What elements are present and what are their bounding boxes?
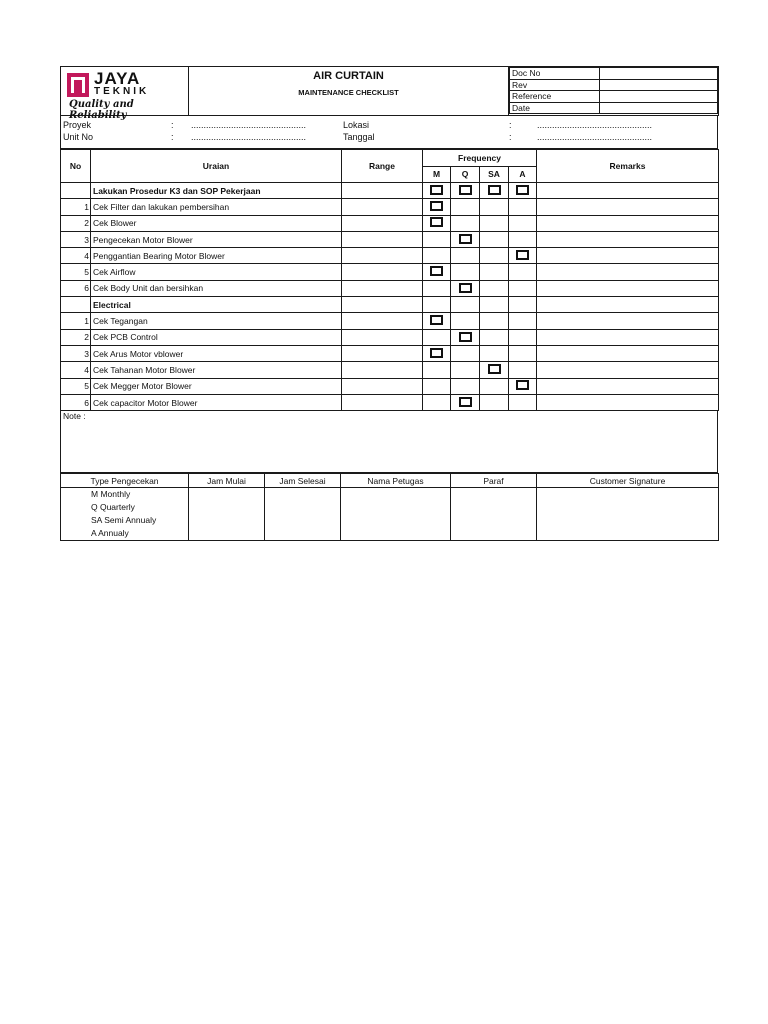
range-cell[interactable]	[342, 297, 423, 313]
meta-block	[509, 67, 719, 116]
remarks-cell[interactable]	[537, 264, 719, 280]
freq-cell-a	[509, 280, 537, 296]
logo-name-line1: JAYA	[94, 69, 141, 88]
range-cell[interactable]	[342, 231, 423, 247]
table-row	[61, 183, 719, 199]
document-title: AIR CURTAIN	[313, 70, 384, 82]
freq-cell-a	[509, 231, 537, 247]
row-number: 2	[61, 329, 91, 345]
range-cell[interactable]	[342, 215, 423, 231]
range-cell[interactable]	[342, 199, 423, 215]
remarks-cell[interactable]	[537, 362, 719, 378]
tanggal-label: Tanggal	[343, 132, 375, 142]
freq-cell-sa	[480, 215, 509, 231]
range-cell[interactable]	[342, 378, 423, 394]
freq-cell-m	[423, 199, 451, 215]
checklist-table	[60, 149, 719, 411]
logo-tagline: Quality and Reliability	[69, 99, 134, 121]
proyek-field[interactable]: ..............................................	[191, 120, 307, 130]
range-cell[interactable]	[342, 362, 423, 378]
lokasi-label: Lokasi	[343, 120, 370, 130]
freq-cell-m	[423, 345, 451, 361]
row-number	[61, 183, 91, 199]
task-description: Pengecekan Motor Blower	[91, 231, 342, 247]
project-info	[60, 116, 718, 149]
freq-cell-q	[451, 345, 480, 361]
unit-no-colon: :	[171, 132, 174, 142]
task-description: Cek Blower	[91, 215, 342, 231]
footer-header-paraf: Paraf	[451, 474, 537, 488]
lokasi-field[interactable]: ..............................................	[537, 120, 653, 130]
freq-cell-a	[509, 394, 537, 410]
header-freq-sa: SA	[480, 166, 509, 183]
range-cell[interactable]	[342, 183, 423, 199]
freq-cell-a	[509, 264, 537, 280]
freq-cell-sa	[480, 183, 509, 199]
freq-cell-q	[451, 394, 480, 410]
meta-label-doc-no: Doc No	[510, 68, 600, 80]
range-cell[interactable]	[342, 264, 423, 280]
task-description: Cek Filter dan lakukan pembersihan	[91, 199, 342, 215]
freq-cell-q	[451, 297, 480, 313]
freq-cell-m	[423, 183, 451, 199]
table-row	[61, 313, 719, 329]
freq-cell-m	[423, 313, 451, 329]
row-number: 5	[61, 378, 91, 394]
lokasi-colon: :	[509, 120, 512, 130]
table-row	[61, 345, 719, 361]
remarks-cell[interactable]	[537, 394, 719, 410]
meta-value-reference[interactable]	[600, 91, 718, 103]
table-row	[61, 378, 719, 394]
nama-petugas-field[interactable]	[341, 488, 451, 541]
legend-item: A Annualy	[91, 527, 129, 538]
freq-cell-q	[451, 378, 480, 394]
freq-cell-m	[423, 248, 451, 264]
row-number: 6	[61, 394, 91, 410]
proyek-label: Proyek	[63, 120, 92, 130]
header-range: Range	[342, 150, 423, 183]
row-number: 4	[61, 248, 91, 264]
freq-cell-q	[451, 280, 480, 296]
logo-name-line2: TEKNIK	[94, 86, 150, 97]
unit-no-label: Unit No	[63, 132, 94, 142]
tanggal-field[interactable]: ..............................................	[537, 132, 653, 142]
table-row	[61, 362, 719, 378]
checkbox-icon[interactable]	[516, 380, 529, 390]
legend-item: M Monthly	[91, 489, 131, 500]
task-description: Cek Body Unit dan bersihkan	[91, 280, 342, 296]
row-number: 4	[61, 362, 91, 378]
table-row	[61, 264, 719, 280]
freq-cell-q	[451, 313, 480, 329]
freq-cell-sa	[480, 329, 509, 345]
note-area[interactable]	[60, 411, 718, 473]
range-cell[interactable]	[342, 313, 423, 329]
table-row	[61, 215, 719, 231]
freq-cell-sa	[480, 345, 509, 361]
paraf-field[interactable]	[451, 488, 537, 541]
freq-cell-a	[509, 248, 537, 264]
meta-label-date: Date	[510, 102, 600, 114]
freq-cell-m	[423, 297, 451, 313]
header-freq-a: A	[509, 166, 537, 183]
range-cell[interactable]	[342, 248, 423, 264]
range-cell[interactable]	[342, 345, 423, 361]
freq-cell-sa	[480, 280, 509, 296]
row-number: 2	[61, 215, 91, 231]
document-subtitle: MAINTENANCE CHECKLIST	[298, 88, 399, 97]
remarks-cell[interactable]	[537, 248, 719, 264]
checkbox-icon[interactable]	[488, 364, 501, 374]
table-row	[61, 248, 719, 264]
table-row	[61, 394, 719, 410]
freq-cell-q	[451, 199, 480, 215]
meta-value-rev[interactable]	[600, 79, 718, 91]
meta-label-rev: Rev	[510, 79, 600, 91]
row-number: 3	[61, 231, 91, 247]
freq-cell-sa	[480, 199, 509, 215]
header-frequency: Frequency	[423, 150, 537, 167]
freq-cell-sa	[480, 248, 509, 264]
company-logo	[61, 67, 189, 121]
footer-header-type: Type Pengecekan	[61, 474, 189, 488]
checkbox-icon[interactable]	[459, 397, 472, 407]
checkbox-icon[interactable]	[430, 266, 443, 276]
freq-cell-a	[509, 183, 537, 199]
customer-signature-field[interactable]	[537, 488, 719, 541]
jam-selesai-field[interactable]	[265, 488, 341, 541]
frequency-legend	[61, 488, 189, 541]
remarks-cell[interactable]	[537, 199, 719, 215]
tanggal-colon: :	[509, 132, 512, 142]
footer-header-nama-petugas: Nama Petugas	[341, 474, 451, 488]
freq-cell-m	[423, 362, 451, 378]
task-description: Cek Tahanan Motor Blower	[91, 362, 342, 378]
checkbox-icon[interactable]	[459, 185, 472, 195]
freq-cell-m	[423, 215, 451, 231]
range-cell[interactable]	[342, 280, 423, 296]
header-no: No	[61, 150, 91, 183]
row-number: 6	[61, 280, 91, 296]
footer-header-customer-signature: Customer Signature	[537, 474, 719, 488]
meta-value-date[interactable]	[600, 102, 718, 114]
freq-cell-sa	[480, 297, 509, 313]
table-row	[61, 329, 719, 345]
table-row	[61, 280, 719, 296]
document-header	[60, 66, 719, 121]
freq-cell-q	[451, 215, 480, 231]
task-description: Cek Tegangan	[91, 313, 342, 329]
range-cell[interactable]	[342, 329, 423, 345]
checkbox-icon[interactable]	[430, 315, 443, 325]
freq-cell-a	[509, 297, 537, 313]
freq-cell-sa	[480, 231, 509, 247]
freq-cell-m	[423, 264, 451, 280]
remarks-cell[interactable]	[537, 215, 719, 231]
task-description: Cek capacitor Motor Blower	[91, 394, 342, 410]
checklist-sheet	[60, 66, 718, 541]
freq-cell-q	[451, 183, 480, 199]
table-row	[61, 231, 719, 247]
row-number	[61, 297, 91, 313]
meta-label-reference: Reference	[510, 91, 600, 103]
range-cell[interactable]	[342, 394, 423, 410]
remarks-cell[interactable]	[537, 313, 719, 329]
remarks-cell[interactable]	[537, 345, 719, 361]
header-uraian: Uraian	[91, 150, 342, 183]
checkbox-icon[interactable]	[516, 250, 529, 260]
checkbox-icon[interactable]	[430, 348, 443, 358]
task-description: Cek PCB Control	[91, 329, 342, 345]
freq-cell-a	[509, 199, 537, 215]
legend-item: SA Semi Annualy	[91, 514, 157, 525]
remarks-cell[interactable]	[537, 231, 719, 247]
checkbox-icon[interactable]	[430, 185, 443, 195]
freq-cell-q	[451, 329, 480, 345]
freq-cell-q	[451, 231, 480, 247]
freq-cell-sa	[480, 394, 509, 410]
freq-cell-q	[451, 248, 480, 264]
legend-item: Q Quarterly	[91, 501, 135, 512]
checkbox-icon[interactable]	[516, 185, 529, 195]
task-description: Cek Airflow	[91, 264, 342, 280]
checkbox-icon[interactable]	[459, 332, 472, 342]
title-block	[189, 67, 509, 116]
checkbox-icon[interactable]	[488, 185, 501, 195]
freq-cell-sa	[480, 264, 509, 280]
freq-cell-sa	[480, 313, 509, 329]
jam-mulai-field[interactable]	[189, 488, 265, 541]
row-number: 5	[61, 264, 91, 280]
freq-cell-q	[451, 264, 480, 280]
freq-cell-m	[423, 394, 451, 410]
freq-cell-a	[509, 362, 537, 378]
freq-cell-a	[509, 215, 537, 231]
section-heading: Lakukan Prosedur K3 dan SOP Pekerjaan	[91, 183, 342, 199]
table-row	[61, 297, 719, 313]
freq-cell-a	[509, 329, 537, 345]
section-heading: Electrical	[91, 297, 342, 313]
footer-header-jam-selesai: Jam Selesai	[265, 474, 341, 488]
meta-value-doc-no[interactable]	[600, 68, 718, 80]
freq-cell-sa	[480, 362, 509, 378]
freq-cell-sa	[480, 378, 509, 394]
freq-cell-a	[509, 378, 537, 394]
freq-cell-m	[423, 231, 451, 247]
freq-cell-m	[423, 378, 451, 394]
row-number: 1	[61, 313, 91, 329]
footer-header-jam-mulai: Jam Mulai	[189, 474, 265, 488]
remarks-cell[interactable]	[537, 183, 719, 199]
unit-no-field[interactable]: ..............................................	[191, 132, 307, 142]
remarks-cell[interactable]	[537, 329, 719, 345]
remarks-cell[interactable]	[537, 280, 719, 296]
header-freq-m: M	[423, 166, 451, 183]
note-label: Note :	[63, 411, 86, 422]
logo-mark-icon	[67, 73, 89, 97]
task-description: Cek Megger Motor Blower	[91, 378, 342, 394]
header-freq-q: Q	[451, 166, 480, 183]
proyek-colon: :	[171, 120, 174, 130]
checkbox-icon[interactable]	[459, 234, 472, 244]
freq-cell-q	[451, 362, 480, 378]
freq-cell-m	[423, 329, 451, 345]
header-remarks: Remarks	[537, 150, 719, 183]
row-number: 1	[61, 199, 91, 215]
row-number: 3	[61, 345, 91, 361]
freq-cell-a	[509, 345, 537, 361]
checkbox-icon[interactable]	[430, 217, 443, 227]
checkbox-icon[interactable]	[430, 201, 443, 211]
footer-table	[60, 473, 719, 541]
task-description: Cek Arus Motor vblower	[91, 345, 342, 361]
freq-cell-m	[423, 280, 451, 296]
table-row	[61, 199, 719, 215]
checkbox-icon[interactable]	[459, 283, 472, 293]
remarks-cell[interactable]	[537, 378, 719, 394]
remarks-cell[interactable]	[537, 297, 719, 313]
freq-cell-a	[509, 313, 537, 329]
task-description: Penggantian Bearing Motor Blower	[91, 248, 342, 264]
